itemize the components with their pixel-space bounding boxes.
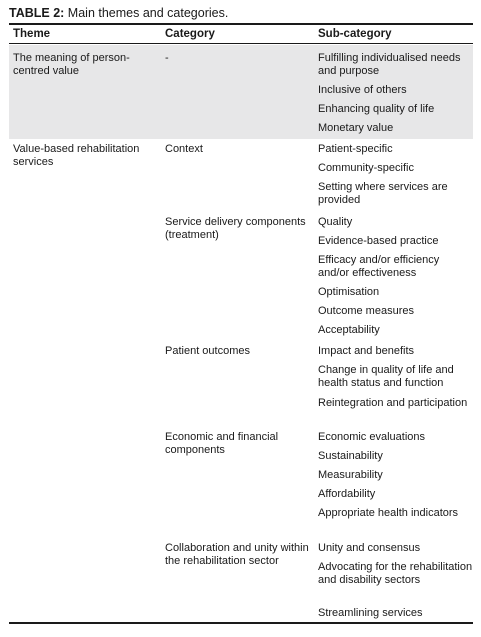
subcategory-item: Appropriate health indicators (318, 507, 459, 519)
subcategory-item: Monetary value (318, 122, 394, 134)
subcategory-item: Evidence-based practice (318, 235, 439, 247)
category-collaboration: Collaboration and unity within the rehabilitation sector (165, 542, 309, 567)
bottom-rule (9, 622, 473, 624)
subcategory-item: Change in quality of life and health status and function (318, 364, 454, 389)
subcategory-item: Affordability (318, 488, 376, 500)
category-economic: Economic and financial components (165, 431, 279, 456)
top-rule (9, 23, 473, 25)
category-empty: - (165, 52, 169, 64)
subcategory-item: Quality (318, 216, 353, 228)
table-caption (9, 5, 228, 21)
subcategory-item: Unity and consensus (318, 542, 421, 554)
subcategory-item: Community-specific (318, 162, 414, 174)
subcategory-item: Impact and benefits (318, 345, 415, 357)
caption-label: TABLE 2: (9, 6, 65, 20)
header-subcategory: Sub-category (318, 28, 392, 40)
subcategory-item: Acceptability (318, 324, 380, 336)
subcategory-item: Economic evaluations (318, 431, 426, 443)
header-theme: Theme (13, 28, 51, 40)
subcategory-item: Inclusive of others (318, 84, 407, 96)
category-service-delivery: Service delivery components (treatment) (165, 216, 306, 241)
caption-text: Main themes and categories. (64, 6, 229, 20)
header-category: Category (165, 28, 215, 40)
theme-person-centred-value: The meaning of person-centred value (13, 52, 130, 77)
subcategory-item: Reintegration and participation (318, 397, 468, 409)
subcategory-item: Optimisation (318, 286, 380, 298)
subcategory-item: Efficacy and/or efficiency and/or effectiveness (318, 254, 440, 279)
subcategory-item: Advocating for the rehabilitation and disability sectors (318, 561, 473, 586)
subcategory-item: Fulfilling individualised needs and purpose (318, 52, 461, 77)
subcategory-item: Setting where services are provided (318, 181, 448, 206)
subcategory-item: Streamlining services (318, 607, 423, 619)
theme-value-based-rehab: Value-based rehabilitation services (13, 143, 140, 168)
subcategory-item: Measurability (318, 469, 383, 481)
subcategory-item: Sustainability (318, 450, 383, 462)
header-rule (9, 43, 473, 44)
subcategory-item: Patient-specific (318, 143, 393, 155)
category-context: Context (165, 143, 203, 155)
subcategory-item: Enhancing quality of life (318, 103, 435, 115)
category-patient-outcomes: Patient outcomes (165, 345, 250, 357)
subcategory-item: Outcome measures (318, 305, 414, 317)
